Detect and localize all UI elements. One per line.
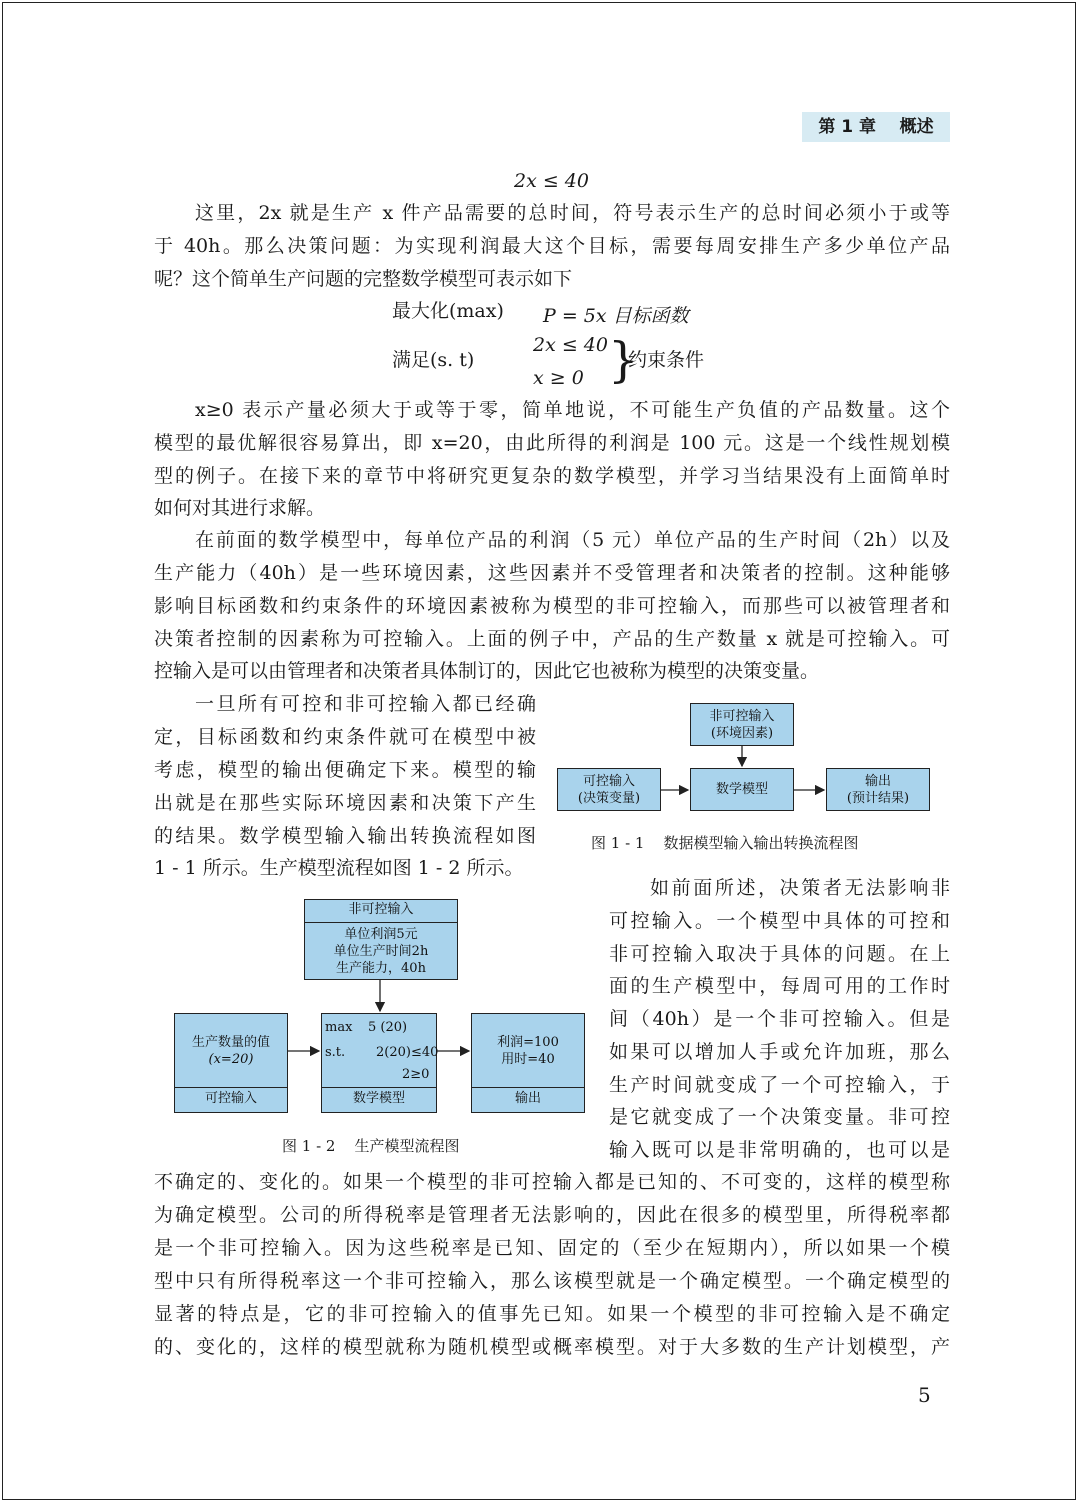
fig2-caption: 图 1 - 2 生产模型流程图 bbox=[282, 1137, 460, 1155]
chapter-header: 第 1 章 概述 bbox=[802, 112, 950, 142]
equation-constraint: 2x ≤ 40 bbox=[514, 170, 589, 192]
text-line: 考虑，模型的输出便确定下来。模型的输 bbox=[154, 759, 536, 781]
text-line: 决策者控制的因素称为可控输入。上面的例子中，产品的生产数量 x 就是可控输入。可 bbox=[154, 628, 950, 650]
text-line: 非可控输入取决于具体的问题。在上 bbox=[609, 943, 950, 965]
fig2-uncontrollable-values: 单位利润5元 单位生产时间2h 生产能力，40h bbox=[304, 922, 458, 980]
text-line: 如果可以增加人手或允许加班，那么 bbox=[609, 1041, 950, 1063]
text-line: 不确定的、变化的。如果一个模型的非可控输入都是已知的、不可变的，这样的模型称 bbox=[154, 1171, 950, 1193]
text-line: 显著的特点是，它的非可控输入的值事先已知。如果一个模型的非可控输入是不确定 bbox=[154, 1303, 950, 1325]
page-number: 5 bbox=[918, 1383, 931, 1407]
fig2-input-label: 可控输入 bbox=[174, 1087, 288, 1113]
brace-symbol: } bbox=[608, 332, 639, 388]
text-line: 的结果。数学模型输入输出转换流程如图 bbox=[154, 825, 536, 847]
fig2-uncontrollable-title: 非可控输入 bbox=[304, 899, 458, 923]
constraint-1: 2x ≤ 40 bbox=[533, 334, 608, 356]
text-line: 模型的最优解很容易算出，即 x=20，由此所得的利润是 100 元。这是一个线性规划模 bbox=[154, 432, 950, 454]
text-line: 输入既可以是非常明确的，也可以是 bbox=[609, 1139, 950, 1161]
text-line: 如何对其进行求解。 bbox=[154, 497, 326, 519]
text-line: 呢？这个简单生产问题的完整数学模型可表示如下 bbox=[154, 268, 573, 290]
fig2-output-box: 利润=100 用时=40 bbox=[471, 1013, 585, 1088]
text-line: 如前面所述，决策者无法影响非 bbox=[650, 877, 950, 899]
fig2-input-box: 生产数量的值 (x=20) bbox=[174, 1013, 288, 1088]
text-line: 的、变化的，这样的模型就称为随机模型或概率模型。对于大多数的生产计划模型，产 bbox=[154, 1336, 950, 1358]
objective-expression: P = 5x 目标函数 bbox=[543, 305, 689, 327]
text-line: 生产能力（40h）是一些环境因素，这些因素并不受管理者和决策者的控制。这种能够 bbox=[154, 562, 950, 584]
text-line: 型的例子。在接下来的章节中将研究更复杂的数学模型，并学习当结果没有上面简单时 bbox=[154, 465, 950, 487]
text-line: 间（40h）是一个非可控输入。但是 bbox=[609, 1008, 950, 1030]
text-line: 影响目标函数和约束条件的环境因素被称为模型的非可控输入，而那些可以被管理者和 bbox=[154, 595, 950, 617]
text-line: 为确定模型。公司的所得税率是管理者无法影响的，因此在很多的模型里，所得税率都 bbox=[154, 1204, 950, 1226]
text-line: 型中只有所得税率这一个非可控输入，那么该模型就是一个确定模型。一个确定模型的 bbox=[154, 1270, 950, 1292]
fig1-model-box: 数学模型 bbox=[690, 768, 794, 811]
text-line: 1 - 1 所示。生产模型流程如图 1 - 2 所示。 bbox=[154, 857, 524, 879]
constraint-2: x ≥ 0 bbox=[533, 367, 584, 389]
fig2-model-box: max 5 (20) s.t. 2(20)≤40 2≥0 bbox=[321, 1013, 437, 1088]
text-line: 于 40h。那么决策问题：为实现利润最大这个目标，需要每周安排生产多少单位产品 bbox=[154, 235, 950, 257]
text-line: 控输入是可以由管理者和决策者具体制订的，因此它也被称为模型的决策变量。 bbox=[154, 660, 820, 682]
fig1-caption: 图 1 - 1 数据模型输入输出转换流程图 bbox=[591, 834, 859, 852]
constraint-note: 约束条件 bbox=[628, 349, 705, 371]
text-line: 面的生产模型中，每周可用的工作时 bbox=[609, 975, 950, 997]
text-line: 定，目标函数和约束条件就可在模型中被 bbox=[154, 726, 536, 748]
text-line: 可控输入。一个模型中具体的可控和 bbox=[609, 910, 950, 932]
text-line: 在前面的数学模型中，每单位产品的利润（5 元）单位产品的生产时间（2h）以及 bbox=[195, 529, 950, 551]
text-line: 这里，2x 就是生产 x 件产品需要的总时间，符号表示生产的总时间必须小于或等 bbox=[195, 202, 950, 224]
fig2-output-label: 输出 bbox=[471, 1087, 585, 1113]
text-line: 是一个非可控输入。因为这些税率是已知、固定的（至少在短期内），所以如果一个模 bbox=[154, 1237, 950, 1259]
fig1-output-box: 输出 (预计结果) bbox=[826, 768, 930, 811]
text-line: 出就是在那些实际环境因素和决策下产生 bbox=[154, 792, 536, 814]
objective-label: 最大化(max) bbox=[392, 300, 504, 322]
text-line: x≥0 表示产量必须大于或等于零，简单地说，不可能生产负值的产品数量。这个 bbox=[195, 399, 950, 421]
fig2-model-label: 数学模型 bbox=[321, 1087, 437, 1113]
fig1-controllable-box: 可控输入 (决策变量) bbox=[557, 768, 661, 811]
text-line: 是它就变成了一个决策变量。非可控 bbox=[609, 1106, 950, 1128]
constraint-label: 满足(s. t) bbox=[392, 349, 475, 371]
text-line: 生产时间就变成了一个可控输入，于 bbox=[609, 1074, 950, 1096]
text-line: 一旦所有可控和非可控输入都已经确 bbox=[195, 693, 536, 715]
fig1-uncontrollable-box: 非可控输入 (环境因素) bbox=[690, 703, 794, 746]
